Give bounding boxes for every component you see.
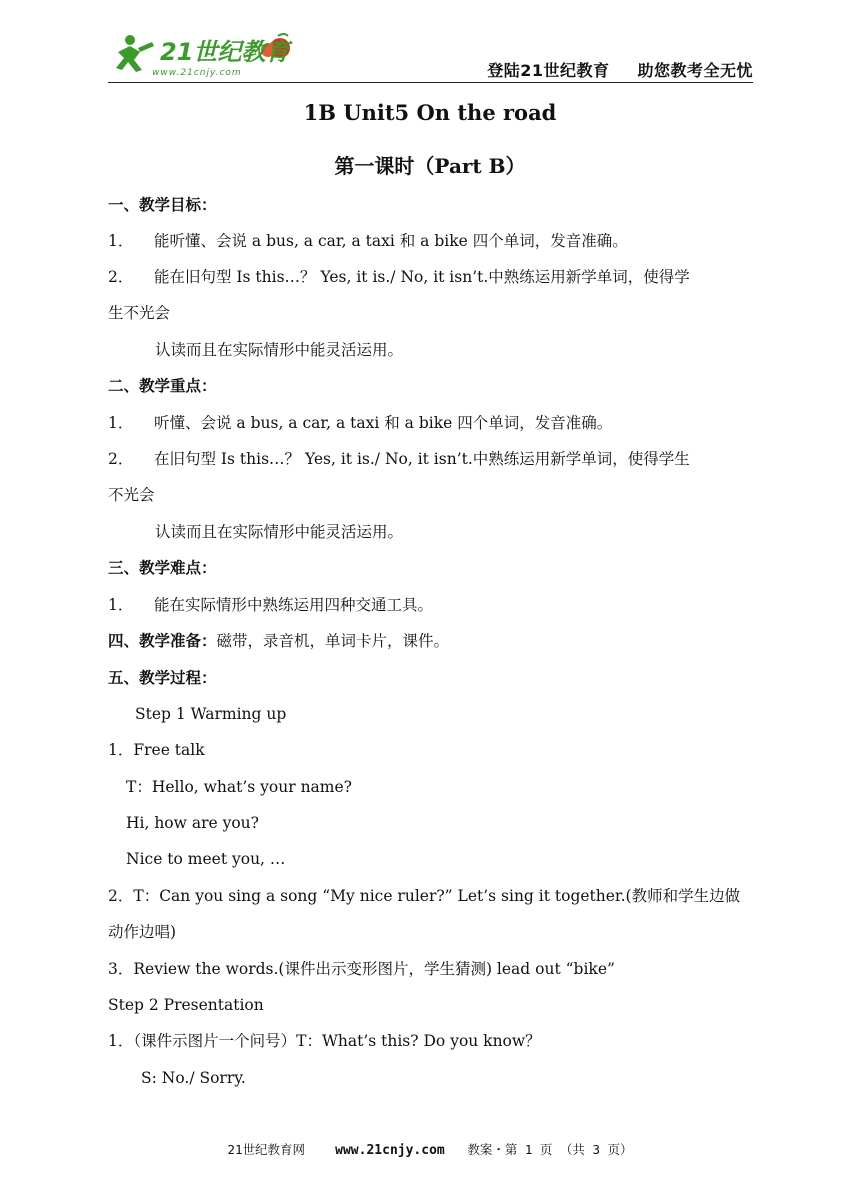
logo-graphic [108,30,308,78]
section-heading-objectives: 一、教学目标： [108,195,217,214]
dialogue-line: Nice to meet you, … [126,850,286,868]
item-number: 1． [108,232,134,250]
list-item-continuation: 生不光会 [108,304,171,322]
tagline-left: 登陆21世纪教育 [487,61,610,80]
item-text: 在旧句型 Is this…？ Yes, it is./ No, it isn’t.中熟练运用新学单词，使得学生 [154,450,690,468]
list-item [108,267,690,287]
list-item-continuation: 认读而且在实际情形中能灵活运用。 [155,523,404,541]
list-item [108,595,433,615]
step-heading: Step 2 Presentation [108,996,264,1014]
item-text: 听懂、会说 a bus, a car, a taxi 和 a bike 四个单词，发音准确。 [154,414,613,432]
document-title: 1B Unit5 On the road [303,100,557,125]
logo-url: www.21cnjy.com [152,68,242,78]
paragraph-continuation: 动作边唱) [108,923,177,941]
page-footer [0,1140,860,1158]
paragraph: 3．Review the words.(课件出示变形图片，学生猜测) lead out “bike” [108,960,615,978]
item-text: 能听懂、会说 a bus, a car, a taxi 和 a bike 四个单词，发音准确。 [154,232,628,250]
section-heading-difficulties: 三、教学难点： [108,558,217,577]
item-number: 1． [108,596,134,614]
paragraph: 1．Free talk [108,741,205,759]
header-tagline [487,58,753,81]
list-item [108,413,612,433]
paragraph: 2．T：Can you sing a song “My nice ruler?” Let’s sing it together.(教师和学生边做 [108,887,741,905]
tagline-right: 助您教考全无忧 [637,61,753,80]
section-heading-process: 五、教学过程： [108,668,217,687]
list-item [108,231,628,251]
preparation-text: 磁带，录音机，单词卡片，课件。 [216,632,450,650]
section-preparation [108,631,449,651]
item-text: 能在旧句型 Is this…？ Yes, it is./ No, it isn’t.中熟练运用新学单词，使得学 [154,268,690,286]
logo-text: 21世纪教育 [160,38,290,66]
paragraph: 1．（课件示图片一个问号）T：What’s this? Do you know？ [108,1032,541,1050]
item-number: 2． [108,450,134,468]
list-item-continuation: 认读而且在实际情形中能灵活运用。 [155,341,404,359]
section-heading-preparation: 四、教学准备： [108,631,217,650]
dialogue-line: T：Hello, what’s your name? [126,778,352,796]
item-number: 2． [108,268,134,286]
site-logo [108,30,308,78]
footer-page-info: 教案・第 1 页 （共 3 页） [467,1142,633,1157]
document-subtitle: 第一课时（Part B） [334,154,526,178]
list-item [108,449,690,469]
item-number: 1． [108,414,134,432]
dialogue-line: S: No./ Sorry. [141,1069,246,1087]
item-text: 能在实际情形中熟练运用四种交通工具。 [154,596,434,614]
footer-site-link[interactable]: www.21cnjy.com [335,1143,445,1158]
section-heading-key-points: 二、教学重点： [108,376,217,395]
step-heading: Step 1 Warming up [135,705,287,723]
page-header [108,30,753,82]
footer-left: 21世纪教育网 [227,1142,306,1157]
header-rule [108,82,753,83]
dialogue-line: Hi, how are you? [126,814,259,832]
list-item-continuation: 不光会 [108,486,155,504]
